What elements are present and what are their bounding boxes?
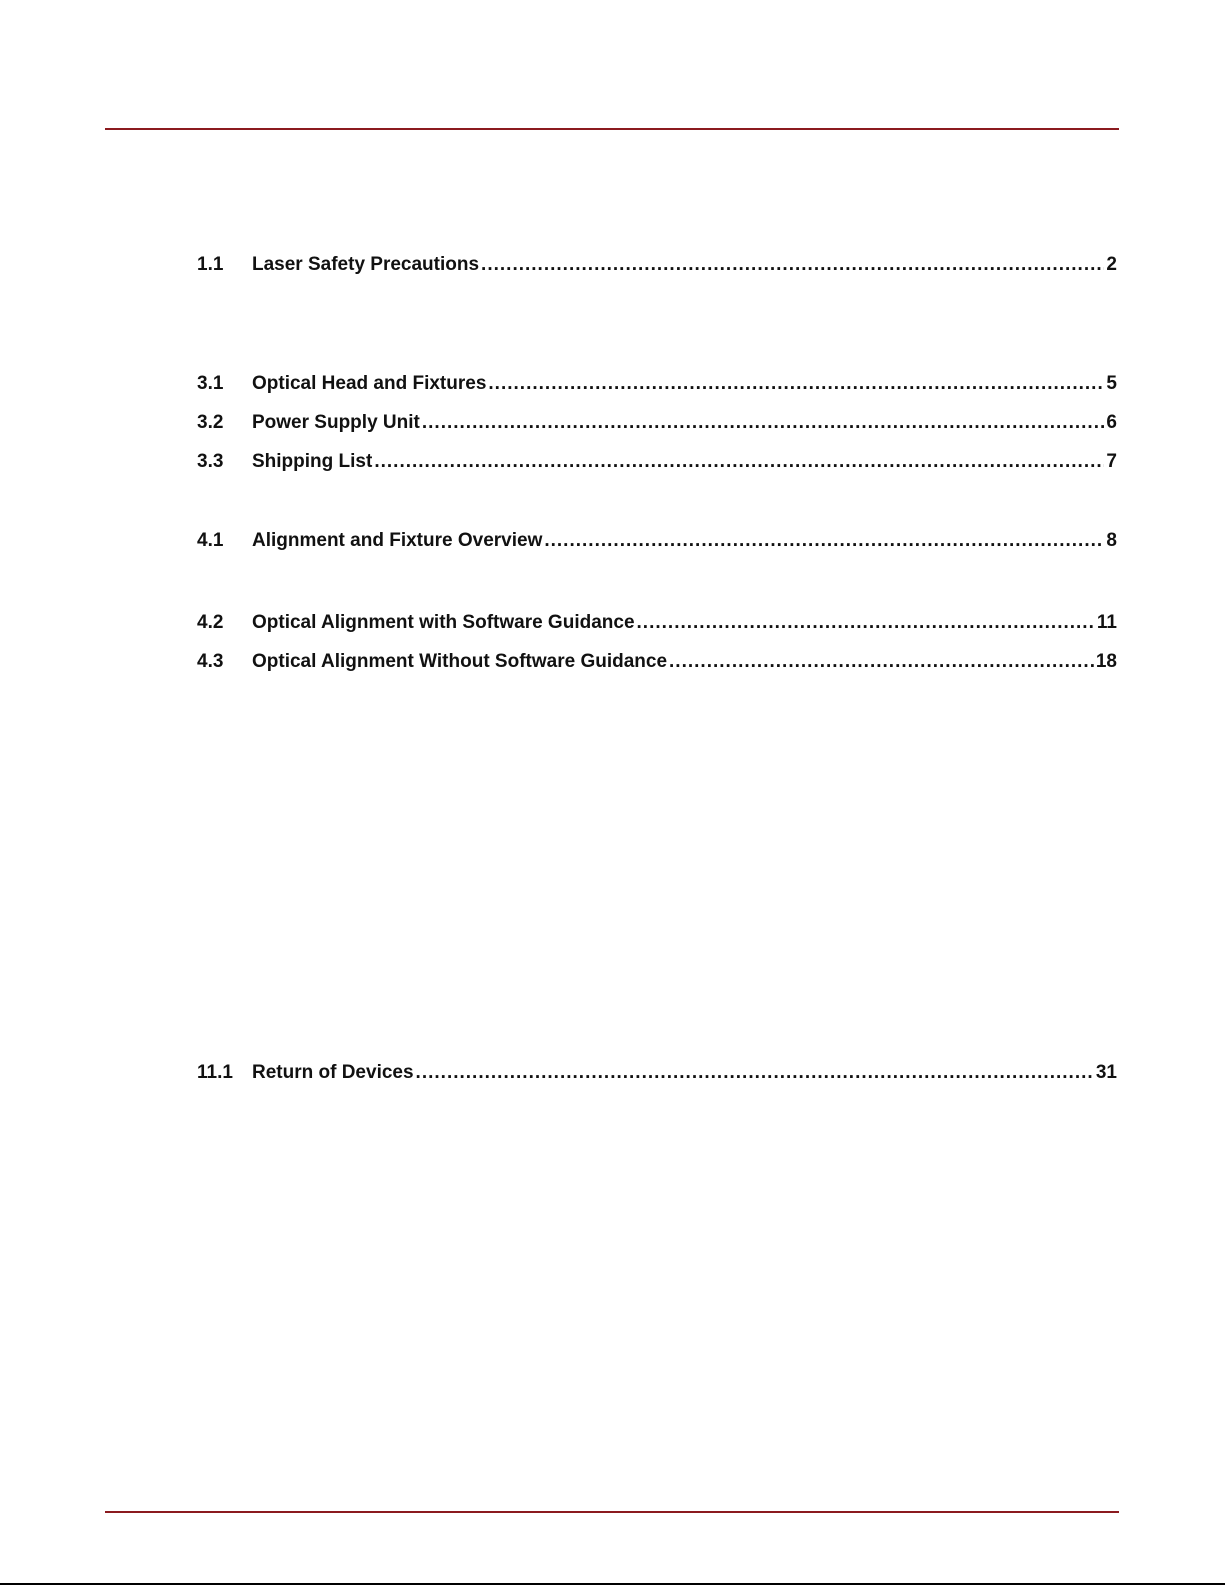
toc-entry-number: 4.1 (197, 530, 224, 551)
toc-entry-title: Laser Safety Precautions (252, 254, 480, 275)
toc-entry-title: Optical Head and Fixtures (252, 373, 487, 394)
toc-entry-page: 31 (1095, 1062, 1117, 1083)
toc-dot-leader (669, 651, 1094, 673)
toc-entry-title: Shipping List (252, 451, 373, 472)
toc-dot-leader (422, 412, 1105, 434)
toc-dot-leader (416, 1062, 1094, 1084)
toc-entry-page: 6 (1106, 412, 1117, 433)
toc-entry[interactable] (197, 651, 1117, 677)
toc-dot-leader (374, 451, 1104, 473)
toc-entry[interactable] (197, 451, 1117, 477)
toc-dot-leader (544, 530, 1104, 552)
toc-entry-title: Optical Alignment with Software Guidance (252, 612, 635, 633)
toc-entry-page: 18 (1095, 651, 1117, 672)
toc-entry[interactable] (197, 412, 1117, 438)
toc-entry[interactable] (197, 612, 1117, 638)
toc-dot-leader (637, 612, 1095, 634)
toc-dot-leader (481, 254, 1104, 276)
toc-entry[interactable] (197, 1062, 1117, 1088)
toc-entry-page: 11 (1096, 612, 1117, 633)
toc-entry-page: 2 (1106, 254, 1117, 275)
toc-entry-number: 3.3 (197, 451, 224, 472)
toc-entry-number: 3.2 (197, 412, 224, 433)
toc-entry-title: Power Supply Unit (252, 412, 420, 433)
toc-entry-title: Alignment and Fixture Overview (252, 530, 543, 551)
toc-entry-page: 7 (1106, 451, 1117, 472)
toc-entry[interactable] (197, 373, 1117, 399)
toc-entry-page: 8 (1106, 530, 1117, 551)
toc-entry-title: Return of Devices (252, 1062, 414, 1083)
toc-entry[interactable] (197, 254, 1117, 280)
toc-dot-leader (488, 373, 1104, 395)
header-rule (105, 128, 1119, 130)
toc-entry-number: 4.2 (197, 612, 224, 633)
footer-rule (105, 1511, 1119, 1513)
toc-entry-number: 11.1 (197, 1062, 233, 1083)
toc-entry[interactable] (197, 530, 1117, 556)
toc-entry-page: 5 (1106, 373, 1117, 394)
toc-entry-number: 1.1 (197, 254, 224, 275)
toc-entry-number: 4.3 (197, 651, 224, 672)
toc-entry-title: Optical Alignment Without Software Guidance (252, 651, 668, 672)
toc-entry-number: 3.1 (197, 373, 224, 394)
